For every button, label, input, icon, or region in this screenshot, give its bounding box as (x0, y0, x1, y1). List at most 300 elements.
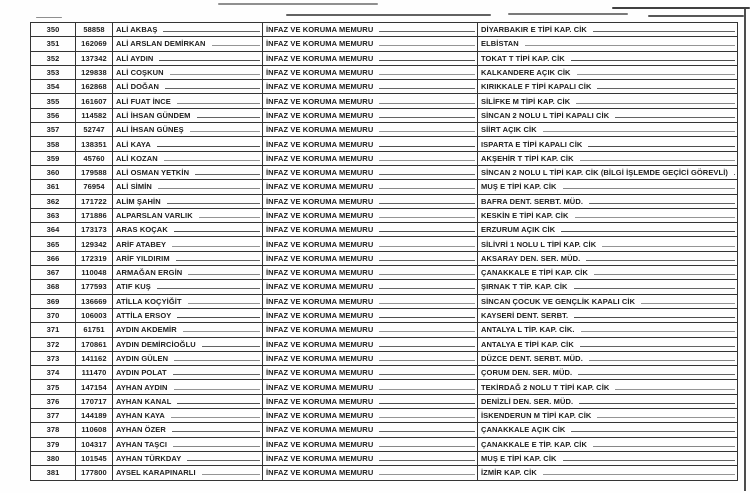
cell-title-text: İNFAZ VE KORUMA MEMURU (266, 153, 374, 163)
cell-registry-number: 104317 (76, 437, 113, 451)
personnel-table (30, 22, 738, 481)
cell-full-name (113, 437, 263, 451)
underline-tail (593, 440, 735, 447)
underline-tail (157, 140, 260, 147)
cell-registry-number: 170861 (76, 337, 113, 351)
cell-institution (478, 165, 738, 179)
cell-row-number: 364 (31, 223, 76, 237)
cell-institution (478, 437, 738, 451)
underline-tail (589, 197, 735, 204)
cell-registry-number: 110608 (76, 423, 113, 437)
cell-registry-number: 161607 (76, 94, 113, 108)
cell-title (263, 294, 478, 308)
cell-full-name (113, 51, 263, 65)
cell-registry-number: 52747 (76, 123, 113, 137)
cell-full-name-text: AYSEL KARAPINARLI (116, 468, 196, 478)
scan-artifact-line (508, 13, 628, 15)
cell-title-text: İNFAZ VE KORUMA MEMURU (266, 296, 374, 306)
table-row (31, 223, 738, 237)
cell-title (263, 65, 478, 79)
cell-title (263, 366, 478, 380)
underline-tail (379, 168, 475, 175)
cell-registry-number: 129838 (76, 65, 113, 79)
table-row (31, 437, 738, 451)
underline-tail (379, 311, 475, 318)
cell-title-text: İNFAZ VE KORUMA MEMURU (266, 53, 374, 63)
cell-full-name (113, 194, 263, 208)
table-row (31, 409, 738, 423)
underline-tail (602, 240, 735, 247)
underline-tail (578, 368, 735, 375)
table-row (31, 51, 738, 65)
cell-title (263, 394, 478, 408)
cell-full-name (113, 337, 263, 351)
cell-title-text: İNFAZ VE KORUMA MEMURU (266, 439, 374, 449)
underline-tail (188, 268, 260, 275)
cell-full-name (113, 351, 263, 365)
cell-full-name-text: ALİ OSMAN YETKİN (116, 168, 190, 178)
underline-tail (379, 154, 475, 161)
underline-tail (379, 111, 475, 118)
cell-institution (478, 337, 738, 351)
cell-title-text: İNFAZ VE KORUMA MEMURU (266, 125, 374, 135)
underline-tail (157, 283, 260, 290)
underline-tail (576, 97, 735, 104)
underline-tail (174, 383, 260, 390)
underline-tail (172, 425, 260, 432)
cell-row-number: 359 (31, 151, 76, 165)
cell-full-name-text: ALİ İHSAN GÜNDEM (116, 110, 191, 120)
underline-tail (597, 82, 735, 89)
cell-title-text: İNFAZ VE KORUMA MEMURU (266, 396, 374, 406)
underline-tail (379, 68, 475, 75)
cell-institution (478, 51, 738, 65)
cell-institution (478, 151, 738, 165)
cell-row-number: 351 (31, 37, 76, 51)
underline-tail (561, 225, 735, 232)
cell-full-name-text: ARAS KOÇAK (116, 225, 168, 235)
underline-tail (170, 68, 260, 75)
cell-institution-text: TOKAT T TİPİ KAP. CİK (481, 53, 565, 63)
cell-full-name-text: ALİ AYDIN (116, 53, 154, 63)
cell-row-number: 378 (31, 423, 76, 437)
cell-registry-number: 147154 (76, 380, 113, 394)
underline-tail (379, 82, 475, 89)
cell-full-name (113, 323, 263, 337)
cell-title (263, 466, 478, 480)
table-row (31, 451, 738, 465)
scan-artifact-line (286, 14, 491, 16)
table-row (31, 151, 738, 165)
underline-tail (379, 383, 475, 390)
cell-full-name (113, 137, 263, 151)
cell-institution (478, 137, 738, 151)
table-row (31, 394, 738, 408)
cell-full-name-text: ALİ FUAT İNCE (116, 96, 171, 106)
cell-title (263, 423, 478, 437)
cell-title (263, 251, 478, 265)
cell-full-name (113, 251, 263, 265)
underline-tail (594, 268, 735, 275)
cell-institution (478, 237, 738, 251)
cell-registry-number: 172319 (76, 251, 113, 265)
underline-tail (379, 425, 475, 432)
cell-title (263, 237, 478, 251)
table-row (31, 37, 738, 51)
cell-institution-text: ÇANAKKALE E TİP. KAP. CİK (481, 439, 587, 449)
table-row (31, 351, 738, 365)
cell-registry-number: 162069 (76, 37, 113, 51)
cell-institution (478, 37, 738, 51)
cell-title (263, 323, 478, 337)
cell-title-text: İNFAZ VE KORUMA MEMURU (266, 468, 374, 478)
underline-tail (159, 54, 260, 61)
cell-title-text: İNFAZ VE KORUMA MEMURU (266, 325, 374, 335)
underline-tail (379, 325, 475, 332)
table-row (31, 251, 738, 265)
underline-tail (577, 68, 735, 75)
underline-tail (574, 283, 735, 290)
table-row (31, 208, 738, 222)
cell-title (263, 451, 478, 465)
underline-tail (597, 411, 735, 418)
cell-institution-text: AKSARAY DEN. SER. MÜD. (481, 253, 581, 263)
cell-registry-number: 171722 (76, 194, 113, 208)
cell-title (263, 123, 478, 137)
cell-full-name-text: AYDIN DEMİRCİOĞLU (116, 339, 196, 349)
cell-full-name-text: ATİLLA KOÇYİĞİT (116, 296, 182, 306)
cell-institution (478, 65, 738, 79)
cell-registry-number: 144189 (76, 409, 113, 423)
underline-tail (379, 268, 475, 275)
table-row (31, 194, 738, 208)
cell-title (263, 351, 478, 365)
table-row (31, 137, 738, 151)
cell-institution-text: MUŞ E TİPİ KAP. CİK (481, 182, 557, 192)
underline-tail (167, 197, 260, 204)
cell-full-name (113, 308, 263, 322)
cell-title (263, 308, 478, 322)
cell-title-text: İNFAZ VE KORUMA MEMURU (266, 39, 374, 49)
table-row (31, 280, 738, 294)
cell-full-name (113, 380, 263, 394)
table-row (31, 337, 738, 351)
cell-full-name-text: ALİ SİMİN (116, 182, 152, 192)
cell-full-name-text: ARİF YILDIRIM (116, 253, 170, 263)
cell-institution (478, 423, 738, 437)
cell-institution (478, 94, 738, 108)
cell-registry-number: 173173 (76, 223, 113, 237)
cell-registry-number: 101545 (76, 451, 113, 465)
underline-tail (165, 82, 260, 89)
cell-row-number: 366 (31, 251, 76, 265)
cell-institution (478, 351, 738, 365)
cell-full-name-text: ATTİLA ERSOY (116, 311, 172, 321)
underline-tail (571, 54, 735, 61)
cell-registry-number: 138351 (76, 137, 113, 151)
underline-tail (173, 440, 260, 447)
cell-row-number: 374 (31, 366, 76, 380)
cell-full-name-text: ATIF KUŞ (116, 282, 151, 292)
underline-tail (202, 468, 260, 475)
underline-tail (543, 125, 735, 132)
cell-institution-text: ISPARTA E TİPİ KAPALI CİK (481, 139, 583, 149)
cell-title-text: İNFAZ VE KORUMA MEMURU (266, 82, 374, 92)
cell-institution (478, 323, 738, 337)
cell-full-name-text: AYHAN AYDIN (116, 382, 168, 392)
cell-row-number: 380 (31, 451, 76, 465)
cell-title-text: İNFAZ VE KORUMA MEMURU (266, 253, 374, 263)
underline-tail (563, 454, 735, 461)
cell-row-number: 356 (31, 108, 76, 122)
cell-full-name-text: ALİ COŞKUN (116, 68, 164, 78)
underline-tail (190, 125, 260, 132)
cell-institution-text: İSKENDERUN M TİPİ KAP. CİK (481, 411, 592, 421)
cell-title (263, 437, 478, 451)
cell-title-text: İNFAZ VE KORUMA MEMURU (266, 268, 374, 278)
underline-tail (379, 397, 475, 404)
cell-registry-number: 179588 (76, 165, 113, 179)
underline-tail (563, 182, 735, 189)
underline-tail (379, 411, 475, 418)
cell-title-text: İNFAZ VE KORUMA MEMURU (266, 239, 374, 249)
cell-title (263, 23, 478, 37)
cell-institution-text: DİYARBAKIR E TİPİ KAP. CİK (481, 25, 587, 35)
cell-institution (478, 451, 738, 465)
underline-tail (379, 468, 475, 475)
cell-institution (478, 251, 738, 265)
underline-tail (379, 340, 475, 347)
underline-tail (593, 25, 735, 32)
underline-tail (379, 225, 475, 232)
underline-tail (379, 54, 475, 61)
underline-tail (379, 39, 475, 46)
cell-full-name-text: ALİ AKBAŞ (116, 25, 158, 35)
cell-full-name (113, 237, 263, 251)
underline-tail (187, 454, 260, 461)
underline-tail (571, 425, 735, 432)
cell-row-number: 371 (31, 323, 76, 337)
table-row (31, 108, 738, 122)
table-row (31, 294, 738, 308)
cell-row-number: 357 (31, 123, 76, 137)
cell-institution-text: ÇANAKKALE AÇIK CİK (481, 425, 566, 435)
underline-tail (379, 140, 475, 147)
underline-tail (580, 340, 735, 347)
underline-tail (177, 97, 260, 104)
cell-registry-number: 106003 (76, 308, 113, 322)
cell-full-name (113, 65, 263, 79)
cell-full-name (113, 294, 263, 308)
cell-institution-text: BAFRA DENT. SERBT. MÜD. (481, 196, 584, 206)
cell-title (263, 208, 478, 222)
cell-title-text: İNFAZ VE KORUMA MEMURU (266, 168, 374, 178)
underline-tail (174, 225, 260, 232)
cell-row-number: 370 (31, 308, 76, 322)
cell-full-name-text: ALİ ARSLAN DEMİRKAN (116, 39, 206, 49)
cell-full-name-text: AYHAN KAYA (116, 411, 165, 421)
underline-tail (379, 211, 475, 218)
cell-full-name (113, 223, 263, 237)
cell-institution (478, 194, 738, 208)
underline-tail (379, 283, 475, 290)
cell-row-number: 379 (31, 437, 76, 451)
cell-institution-text: SİLİVRİ 1 NOLU L TİPİ KAP. CİK (481, 239, 597, 249)
underline-tail (158, 182, 260, 189)
cell-title-text: İNFAZ VE KORUMA MEMURU (266, 68, 374, 78)
cell-registry-number: 76954 (76, 180, 113, 194)
cell-title (263, 409, 478, 423)
cell-registry-number: 141162 (76, 351, 113, 365)
underline-tail (615, 111, 735, 118)
cell-institution (478, 23, 738, 37)
cell-row-number: 381 (31, 466, 76, 480)
underline-tail (589, 354, 735, 361)
cell-row-number: 375 (31, 380, 76, 394)
cell-institution (478, 123, 738, 137)
table-row (31, 237, 738, 251)
underline-tail (379, 125, 475, 132)
cell-institution-text: ŞIRNAK T TİP. KAP. CİK (481, 282, 568, 292)
cell-full-name (113, 366, 263, 380)
cell-institution-text: KESKİN E TİPİ KAP. CİK (481, 211, 569, 220)
cell-full-name (113, 409, 263, 423)
cell-institution-text: İZMİR KAP. CİK (481, 468, 537, 478)
cell-full-name-text: ALİ KOZAN (116, 153, 158, 163)
cell-full-name (113, 37, 263, 51)
cell-full-name (113, 208, 263, 222)
underline-tail (177, 397, 260, 404)
underline-tail (188, 297, 260, 304)
cell-institution-text: SİİRT AÇIK CİK (481, 125, 537, 135)
cell-institution-text: DÜZCE DENT. SERBT. MÜD. (481, 353, 583, 363)
cell-title-text: İNFAZ VE KORUMA MEMURU (266, 339, 374, 349)
cell-title-text: İNFAZ VE KORUMA MEMURU (266, 411, 374, 421)
underline-tail (172, 240, 260, 247)
cell-registry-number: 45760 (76, 151, 113, 165)
cell-full-name-text: ARİF ATABEY (116, 239, 167, 249)
cell-title-text: İNFAZ VE KORUMA MEMURU (266, 311, 374, 321)
underline-tail (379, 97, 475, 104)
cell-full-name (113, 180, 263, 194)
scan-artifact-line (648, 15, 744, 17)
table-row (31, 366, 738, 380)
cell-full-name-text: AYHAN TÜRKDAY (116, 454, 182, 464)
cell-registry-number: 170717 (76, 394, 113, 408)
cell-institution (478, 380, 738, 394)
cell-row-number: 376 (31, 394, 76, 408)
table-row (31, 80, 738, 94)
cell-title-text: İNFAZ VE KORUMA MEMURU (266, 96, 374, 106)
cell-institution-text: SİNCAN ÇOCUK VE GENÇLİK KAPALI CİK (481, 296, 636, 306)
cell-institution (478, 308, 738, 322)
cell-full-name (113, 165, 263, 179)
underline-tail (379, 297, 475, 304)
cell-row-number: 377 (31, 409, 76, 423)
cell-title (263, 194, 478, 208)
cell-row-number: 355 (31, 94, 76, 108)
underline-tail (379, 354, 475, 361)
table-row (31, 94, 738, 108)
cell-row-number: 362 (31, 194, 76, 208)
cell-row-number: 368 (31, 280, 76, 294)
cell-institution-text: SİNCAN 2 NOLU L TİPİ KAPALI CİK (481, 110, 610, 120)
cell-title (263, 80, 478, 94)
underline-tail (163, 25, 260, 32)
underline-tail (183, 325, 260, 332)
cell-title-text: İNFAZ VE KORUMA MEMURU (266, 25, 374, 35)
cell-full-name (113, 80, 263, 94)
cell-full-name (113, 151, 263, 165)
underline-tail (574, 311, 735, 318)
cell-registry-number: 162868 (76, 80, 113, 94)
cell-row-number: 367 (31, 266, 76, 280)
cell-title (263, 165, 478, 179)
cell-row-number: 369 (31, 294, 76, 308)
cell-registry-number: 137342 (76, 51, 113, 65)
cell-title (263, 51, 478, 65)
cell-registry-number: 114582 (76, 108, 113, 122)
cell-row-number: 360 (31, 165, 76, 179)
cell-full-name-text: AYHAN TAŞCI (116, 439, 168, 449)
underline-tail (173, 368, 260, 375)
scan-artifact-line (218, 3, 378, 5)
underline-tail (379, 368, 475, 375)
cell-full-name (113, 23, 263, 37)
underline-tail (176, 254, 260, 261)
underline-tail (379, 254, 475, 261)
underline-tail (525, 39, 735, 46)
cell-row-number: 373 (31, 351, 76, 365)
cell-registry-number: 110048 (76, 266, 113, 280)
underline-tail (379, 440, 475, 447)
cell-institution-text: TEKİRDAĞ 2 NOLU T TİPİ KAP. CİK (481, 382, 610, 392)
cell-full-name-text: AYDIN POLAT (116, 368, 167, 378)
cell-registry-number: 136669 (76, 294, 113, 308)
cell-full-name (113, 451, 263, 465)
cell-full-name (113, 266, 263, 280)
cell-full-name (113, 108, 263, 122)
cell-institution-text: ANTALYA L TİP. KAP. CİK. (481, 325, 575, 335)
cell-full-name (113, 423, 263, 437)
cell-full-name-text: AYHAN KANAL (116, 396, 172, 406)
cell-institution-text: KAYSERİ DENT. SERBT. (481, 311, 569, 321)
cell-institution (478, 223, 738, 237)
underline-tail (734, 168, 735, 175)
underline-tail (379, 25, 475, 32)
cell-registry-number: 58858 (76, 23, 113, 37)
cell-full-name-text: ALİM ŞAHİN (116, 196, 161, 206)
cell-full-name-text: ALPARSLAN VARLIK (116, 211, 193, 220)
table-row (31, 423, 738, 437)
underline-tail (543, 468, 735, 475)
cell-institution (478, 466, 738, 480)
table-row (31, 23, 738, 37)
cell-institution-text: ERZURUM AÇIK CİK (481, 225, 556, 235)
cell-institution-text: ELBİSTAN (481, 39, 519, 49)
table-row (31, 266, 738, 280)
cell-full-name-text: ALİ KAYA (116, 139, 151, 149)
cell-full-name-text: AYHAN ÖZER (116, 425, 166, 435)
cell-title-text: İNFAZ VE KORUMA MEMURU (266, 425, 374, 435)
cell-full-name-text: AYDIN AKDEMİR (116, 325, 177, 335)
cell-institution (478, 409, 738, 423)
cell-title-text: İNFAZ VE KORUMA MEMURU (266, 110, 374, 120)
underline-tail (581, 325, 735, 332)
cell-institution-text: AKŞEHİR T TİPİ KAP. CİK (481, 153, 574, 163)
cell-title-text: İNFAZ VE KORUMA MEMURU (266, 368, 374, 378)
cell-full-name-text: ALİ DOĞAN (116, 82, 159, 92)
